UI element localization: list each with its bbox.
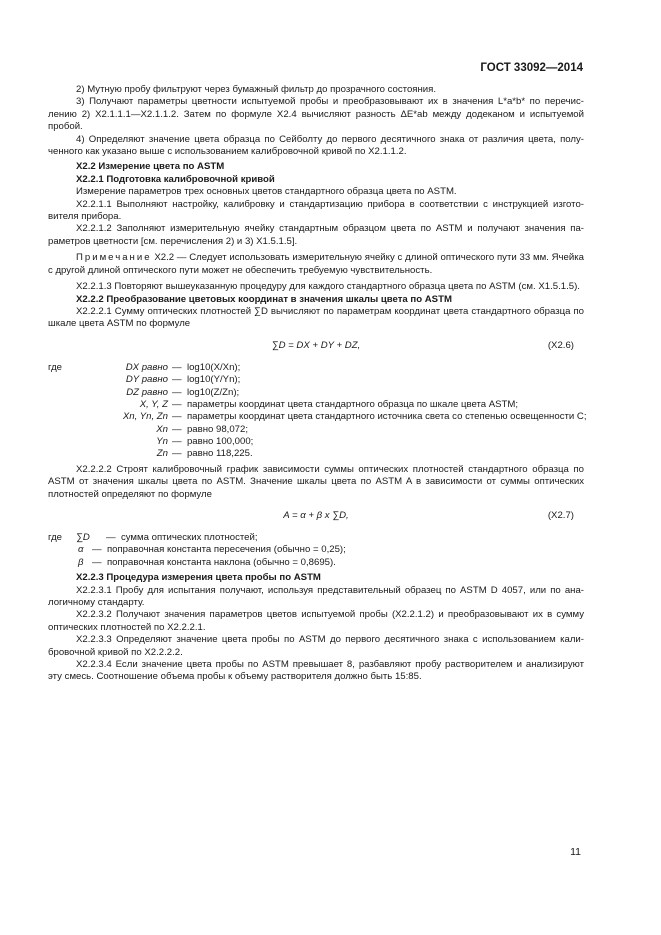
definition-symbol: β — [78, 556, 84, 568]
page-content — [48, 84, 587, 684]
definition-row — [48, 387, 584, 399]
definition-text: — равно 98,072; — [172, 423, 249, 435]
definition-text: — log10(X/Xn); — [172, 361, 241, 373]
note-label: Примечание — [76, 252, 152, 264]
standard-header: ГОСТ 33092—2014 — [480, 62, 583, 74]
definition-row — [48, 532, 584, 544]
definition-symbol: DX равно — [125, 361, 168, 373]
paragraph-step-2: 2) Мутную пробу фильтруют через бумажный фильтр до прозрачного состояния. — [76, 84, 437, 95]
subsection-heading-x221: X2.2.1 Подготовка калибровочной кривой — [76, 173, 275, 185]
paragraph-x2231: X2.2.3.1 Пробу для испытания получают, используя представительный образец по ASTM D 4057, или по аналогичному стандарту. — [48, 584, 584, 609]
definition-row — [48, 411, 587, 423]
paragraph-x2221: X2.2.2.1 Сумму оптических плотностей ∑D вычисляют по параметрам координат цвета стандартного образца по шкале цвета ASTM по формуле — [48, 305, 584, 330]
definition-symbol: Xn — [156, 423, 168, 435]
note-text: X2.2 — Следует использовать измерительную ячейку с длиной оптического пути 33 мм. Ячейка с другой длиной оптического пути может не обеспечить требуемую чувствительность. — [48, 252, 584, 276]
formula-x26-number: (X2.6) — [547, 339, 574, 351]
subsection-heading-x223: X2.2.3 Процедура измерения цвета пробы по ASTM — [76, 572, 321, 584]
definition-symbol: Xn, Yn, Zn — [122, 411, 168, 423]
definition-text: — сумма оптических плотностей; — [106, 532, 258, 544]
definition-text: — поправочная константа наклона (обычно = 0,8695). — [92, 556, 336, 568]
definitions-x26 — [48, 361, 587, 461]
definition-row — [48, 362, 584, 374]
paragraph-step-3: 3) Получают параметры цветности испытуемой пробы и преобразовывают их в значения L*a*b* по перечислению 2) X2.1.1.1—X2.1.1.2. Затем по формуле X2.4 вычисляют разность ΔE*ab между додеканом и испытуемой пробой. — [48, 96, 584, 133]
paragraph-x2234: X2.2.3.4 Если значение цвета пробы по ASTM превышает 8, разбавляют пробу растворителем и анализируют эту смесь. Соотношение объема пробы к объему растворителя должно быть 15:85. — [48, 659, 584, 683]
paragraph-x2213: X2.2.1.3 Повторяют вышеуказанную процедуру для каждого стандартного образца цвета по ASTM (см. X1.5.1.5). — [76, 281, 580, 293]
definition-text: — равно 100,000; — [172, 436, 254, 448]
definition-text: — параметры координат цвета стандартного источника света со степенью освещенности C; — [172, 411, 587, 423]
definition-row — [48, 374, 584, 386]
paragraph-x2211: X2.2.1.1 Выполняют настройку, калибровку и стандартизацию прибора в соответствии с инструкцией изготовителя прибора. — [48, 198, 584, 223]
definition-row — [48, 424, 584, 436]
definition-symbol: DZ равно — [126, 386, 168, 398]
formula-x27-expression: A = α + β x ∑D, — [283, 510, 349, 522]
definition-symbol: DY равно — [125, 374, 168, 386]
where-label: где — [48, 361, 63, 373]
paragraph-step-4: 4) Определяют значение цвета образца по Сейболту до первого десятичного знака от различия цвета, полученного как указано выше с использованием калибровочной кривой по X2.1.1.2. — [48, 133, 584, 158]
definition-text: — поправочная константа пересечения (обычно = 0,25); — [92, 544, 346, 556]
formula-x27 — [48, 510, 584, 524]
where-label: где — [48, 532, 63, 544]
definitions-x27 — [48, 532, 584, 569]
paragraph-x2212: X2.2.1.2 Заполняют измерительную ячейку стандартным образцом цвета по ASTM и получают значения параметров цветности [см. перечисления 2) и 3) X1.5.1.5]. — [48, 223, 584, 247]
definition-text: — равно 118,225. — [172, 448, 253, 460]
definition-text: — параметры координат цвета стандартного образца по шкале цвета ASTM; — [172, 398, 519, 410]
definition-text: — log10(Z/Zn); — [172, 386, 240, 398]
definition-text: — log10(Y/Yn); — [172, 374, 241, 386]
formula-x27-number: (X2.7) — [547, 510, 574, 522]
page-number: 11 — [570, 846, 581, 858]
definition-row — [48, 436, 584, 448]
subsection-heading-x222: X2.2.2 Преобразование цветовых координат в значения шкалы цвета по ASTM — [76, 293, 452, 305]
definition-row — [48, 557, 584, 569]
paragraph-x2232: X2.2.3.2 Получают значения параметров цветов испытуемой пробы (X2.2.1.2) и преобразовывают их в сумму оптических плотностей по X2.2.2.1. — [48, 609, 584, 633]
definition-symbol: Zn — [156, 448, 168, 460]
paragraph-x2233: X2.2.3.3 Определяют значение цвета пробы по ASTM до первого десятичного знака с использованием калибровочной кривой по X2.2.2.2. — [48, 634, 584, 658]
note-paragraph — [48, 252, 584, 277]
definition-row — [48, 448, 584, 460]
definition-row — [48, 544, 584, 556]
formula-x26-expression: ∑D = DX + DY + DZ, — [271, 339, 361, 351]
definition-symbol: Yn — [156, 436, 168, 448]
paragraph-x2222: X2.2.2.2 Строят калибровочный график зависимости суммы оптических плотностей стандартного образца по ASTM от значения шкалы цвета по ASTM. Значение шкалы цвета по ASTM A в зависимости от суммы оптических плотностей определяют по формуле — [48, 463, 584, 500]
paragraph-x221-intro: Измерение параметров трех основных цветов стандартного образца цвета по ASTM. — [76, 186, 457, 198]
definition-symbol: ∑D — [76, 532, 90, 544]
definition-row — [48, 399, 584, 411]
section-heading-x22: X2.2 Измерение цвета по ASTM — [76, 161, 225, 173]
formula-x26 — [48, 340, 584, 354]
definition-symbol: X, Y, Z — [139, 398, 168, 410]
definition-symbol: α — [78, 544, 84, 556]
